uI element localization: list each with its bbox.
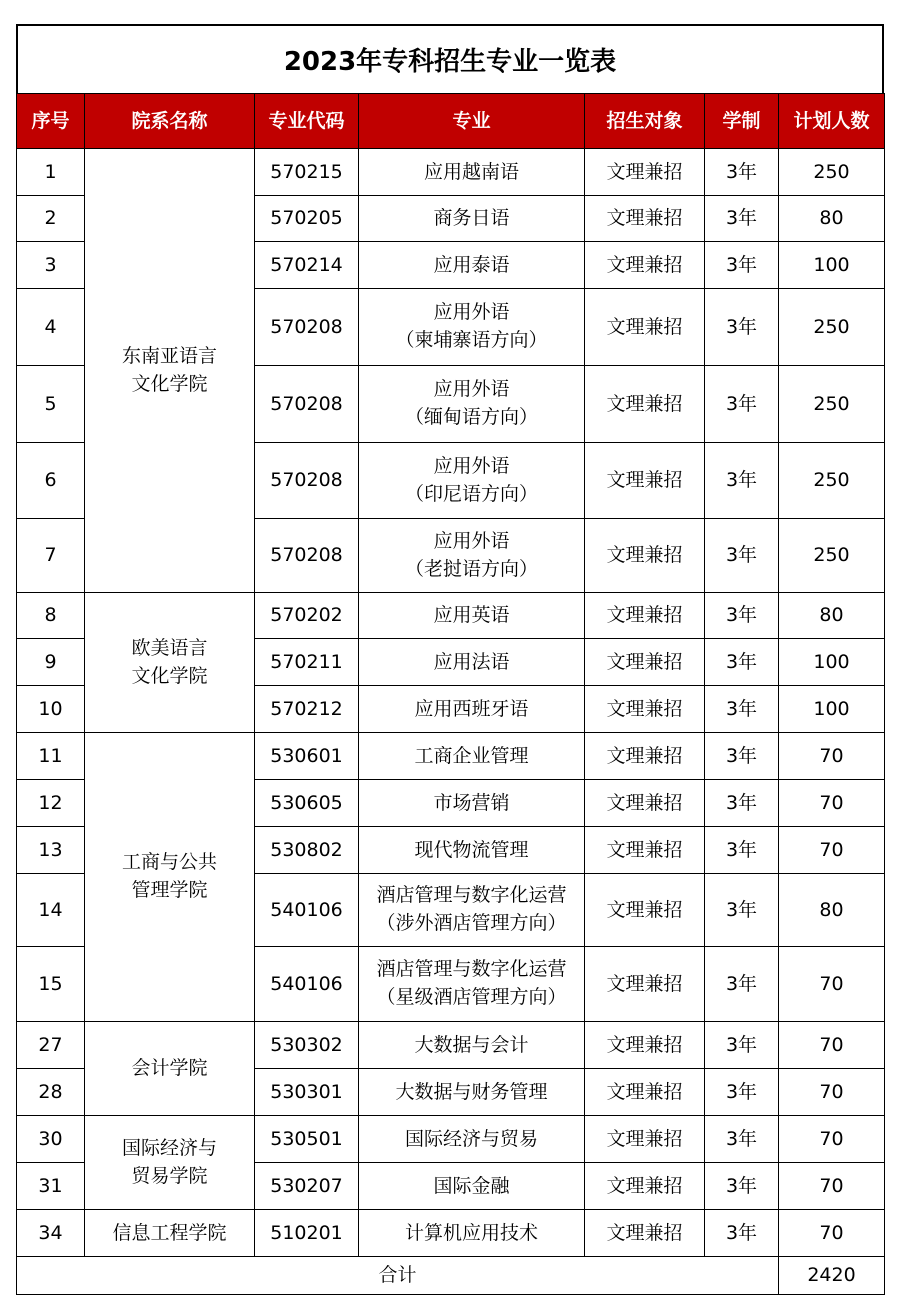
header-row (17, 94, 885, 149)
row-no: 30 (17, 1116, 85, 1163)
plan-count: 100 (779, 686, 885, 733)
table-row (17, 1210, 885, 1257)
major-name: 现代物流管理 (359, 827, 585, 874)
target-group: 文理兼招 (585, 1069, 705, 1116)
department-cell: 国际经济与 贸易学院 (85, 1116, 255, 1210)
study-years: 3年 (705, 827, 779, 874)
target-group: 文理兼招 (585, 639, 705, 686)
major-code: 530601 (255, 733, 359, 780)
study-years: 3年 (705, 366, 779, 443)
row-no: 27 (17, 1022, 85, 1069)
major-code: 570208 (255, 443, 359, 519)
row-no: 34 (17, 1210, 85, 1257)
target-group: 文理兼招 (585, 366, 705, 443)
table-row (17, 1116, 885, 1163)
row-no: 4 (17, 289, 85, 366)
row-no: 10 (17, 686, 85, 733)
table-row (17, 1022, 885, 1069)
header-years: 学制 (705, 94, 779, 149)
plan-count: 70 (779, 780, 885, 827)
row-no: 8 (17, 593, 85, 639)
study-years: 3年 (705, 874, 779, 947)
table-row (17, 149, 885, 196)
plan-count: 250 (779, 149, 885, 196)
row-no: 7 (17, 519, 85, 593)
table-row (17, 733, 885, 780)
plan-count: 100 (779, 639, 885, 686)
row-no: 1 (17, 149, 85, 196)
major-name: 应用外语 （印尼语方向） (359, 443, 585, 519)
major-name: 国际经济与贸易 (359, 1116, 585, 1163)
row-no: 15 (17, 947, 85, 1022)
enrollment-table-frame (16, 24, 884, 1295)
target-group: 文理兼招 (585, 519, 705, 593)
header-plan: 计划人数 (779, 94, 885, 149)
target-group: 文理兼招 (585, 242, 705, 289)
major-code: 530207 (255, 1163, 359, 1210)
major-name: 应用泰语 (359, 242, 585, 289)
study-years: 3年 (705, 1163, 779, 1210)
row-no: 14 (17, 874, 85, 947)
major-code: 540106 (255, 874, 359, 947)
target-group: 文理兼招 (585, 1210, 705, 1257)
study-years: 3年 (705, 289, 779, 366)
row-no: 11 (17, 733, 85, 780)
target-group: 文理兼招 (585, 733, 705, 780)
major-name: 酒店管理与数字化运营 （涉外酒店管理方向） (359, 874, 585, 947)
table-title: 2023年专科招生专业一览表 (16, 24, 884, 93)
major-name: 大数据与财务管理 (359, 1069, 585, 1116)
department-cell: 会计学院 (85, 1022, 255, 1116)
study-years: 3年 (705, 149, 779, 196)
target-group: 文理兼招 (585, 1022, 705, 1069)
enrollment-table (16, 93, 885, 1295)
major-name: 国际金融 (359, 1163, 585, 1210)
row-no: 3 (17, 242, 85, 289)
target-group: 文理兼招 (585, 686, 705, 733)
target-group: 文理兼招 (585, 947, 705, 1022)
row-no: 12 (17, 780, 85, 827)
plan-count: 70 (779, 1069, 885, 1116)
major-code: 570212 (255, 686, 359, 733)
target-group: 文理兼招 (585, 1116, 705, 1163)
department-cell: 信息工程学院 (85, 1210, 255, 1257)
study-years: 3年 (705, 1022, 779, 1069)
row-no: 13 (17, 827, 85, 874)
study-years: 3年 (705, 1210, 779, 1257)
header-department: 院系名称 (85, 94, 255, 149)
study-years: 3年 (705, 242, 779, 289)
row-no: 6 (17, 443, 85, 519)
major-name: 应用越南语 (359, 149, 585, 196)
major-name: 应用外语 （缅甸语方向） (359, 366, 585, 443)
header-no: 序号 (17, 94, 85, 149)
row-no: 2 (17, 196, 85, 242)
major-code: 570208 (255, 519, 359, 593)
major-code: 530501 (255, 1116, 359, 1163)
row-no: 28 (17, 1069, 85, 1116)
major-code: 530302 (255, 1022, 359, 1069)
target-group: 文理兼招 (585, 289, 705, 366)
target-group: 文理兼招 (585, 874, 705, 947)
header-code: 专业代码 (255, 94, 359, 149)
major-code: 570208 (255, 289, 359, 366)
study-years: 3年 (705, 947, 779, 1022)
row-no: 5 (17, 366, 85, 443)
major-name: 应用法语 (359, 639, 585, 686)
major-name: 大数据与会计 (359, 1022, 585, 1069)
major-code: 570202 (255, 593, 359, 639)
major-name: 市场营销 (359, 780, 585, 827)
study-years: 3年 (705, 686, 779, 733)
plan-count: 250 (779, 443, 885, 519)
major-name: 计算机应用技术 (359, 1210, 585, 1257)
study-years: 3年 (705, 443, 779, 519)
study-years: 3年 (705, 593, 779, 639)
plan-count: 70 (779, 1210, 885, 1257)
target-group: 文理兼招 (585, 593, 705, 639)
study-years: 3年 (705, 196, 779, 242)
plan-count: 100 (779, 242, 885, 289)
study-years: 3年 (705, 519, 779, 593)
total-label: 合计 (17, 1257, 779, 1295)
header-target: 招生对象 (585, 94, 705, 149)
major-name: 工商企业管理 (359, 733, 585, 780)
major-code: 540106 (255, 947, 359, 1022)
major-code: 570215 (255, 149, 359, 196)
plan-count: 250 (779, 519, 885, 593)
major-code: 510201 (255, 1210, 359, 1257)
major-code: 530802 (255, 827, 359, 874)
plan-count: 70 (779, 1022, 885, 1069)
table-row (17, 593, 885, 639)
major-name: 应用外语 （老挝语方向） (359, 519, 585, 593)
row-no: 9 (17, 639, 85, 686)
target-group: 文理兼招 (585, 149, 705, 196)
study-years: 3年 (705, 1069, 779, 1116)
plan-count: 70 (779, 827, 885, 874)
plan-count: 250 (779, 366, 885, 443)
plan-count: 70 (779, 733, 885, 780)
total-value: 2420 (779, 1257, 885, 1295)
major-code: 570208 (255, 366, 359, 443)
major-code: 570214 (255, 242, 359, 289)
major-name: 应用西班牙语 (359, 686, 585, 733)
department-cell: 东南亚语言 文化学院 (85, 149, 255, 593)
major-name: 酒店管理与数字化运营 （星级酒店管理方向） (359, 947, 585, 1022)
target-group: 文理兼招 (585, 443, 705, 519)
study-years: 3年 (705, 733, 779, 780)
target-group: 文理兼招 (585, 196, 705, 242)
target-group: 文理兼招 (585, 1163, 705, 1210)
plan-count: 80 (779, 593, 885, 639)
plan-count: 250 (779, 289, 885, 366)
study-years: 3年 (705, 639, 779, 686)
study-years: 3年 (705, 780, 779, 827)
plan-count: 70 (779, 1163, 885, 1210)
major-code: 530605 (255, 780, 359, 827)
department-cell: 欧美语言 文化学院 (85, 593, 255, 733)
header-major: 专业 (359, 94, 585, 149)
plan-count: 80 (779, 196, 885, 242)
target-group: 文理兼招 (585, 827, 705, 874)
plan-count: 70 (779, 1116, 885, 1163)
major-code: 570205 (255, 196, 359, 242)
row-no: 31 (17, 1163, 85, 1210)
plan-count: 80 (779, 874, 885, 947)
major-name: 应用外语 （柬埔寨语方向） (359, 289, 585, 366)
major-code: 530301 (255, 1069, 359, 1116)
study-years: 3年 (705, 1116, 779, 1163)
major-code: 570211 (255, 639, 359, 686)
department-cell: 工商与公共 管理学院 (85, 733, 255, 1022)
major-name: 应用英语 (359, 593, 585, 639)
target-group: 文理兼招 (585, 780, 705, 827)
plan-count: 70 (779, 947, 885, 1022)
total-row (17, 1257, 885, 1295)
major-name: 商务日语 (359, 196, 585, 242)
